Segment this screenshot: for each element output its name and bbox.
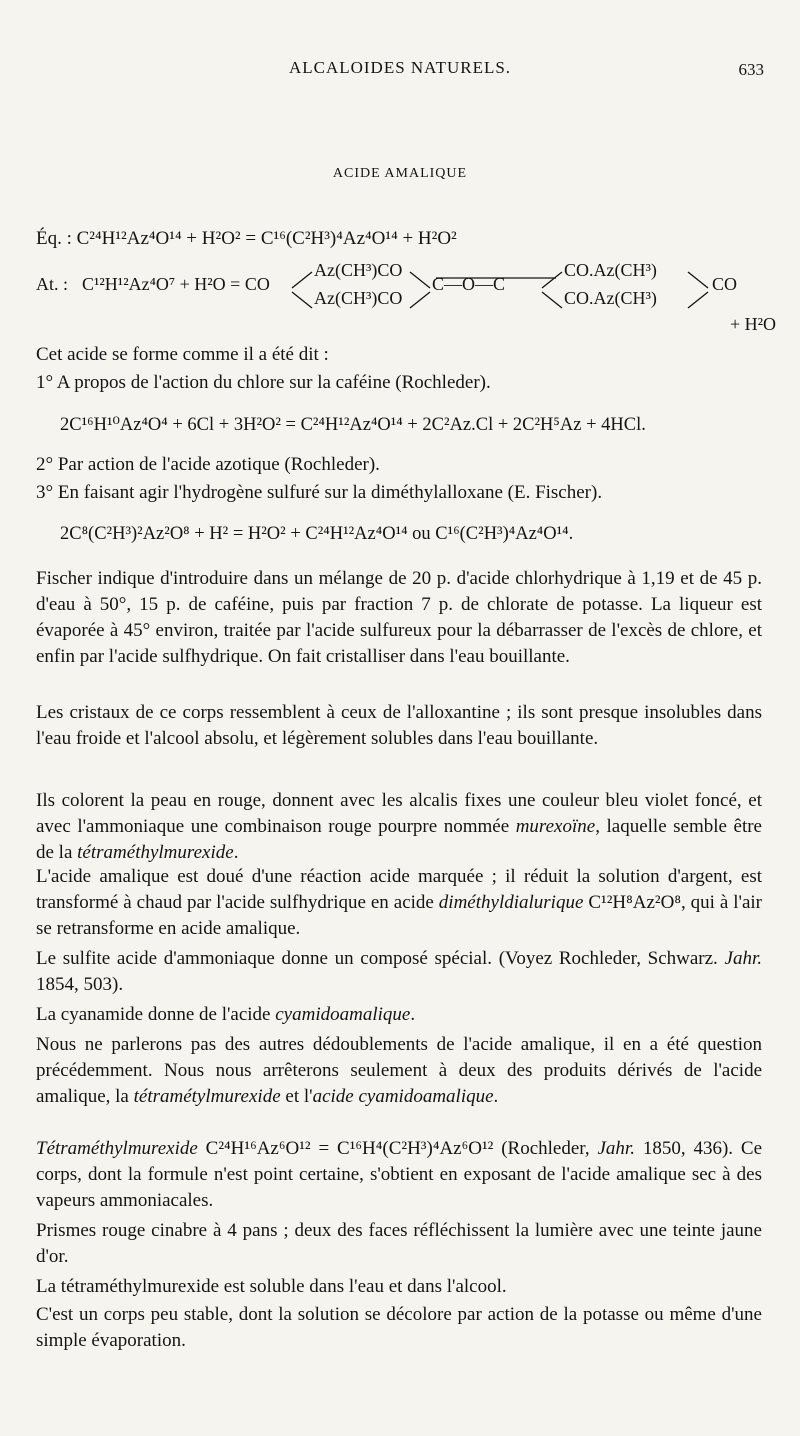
text-run: La cyanamide donne de l'acide [36,1004,276,1025]
atomic-link: C—O—C [432,274,506,294]
running-title: ALCALOIDES NATURELS. [288,58,512,77]
text-run: 1854, 503). [36,974,124,995]
atomic-main: C¹²H¹²Az⁴O⁷ + H²O = CO [82,274,270,294]
paragraph: 1° A propos de l'action du chlore sur la caféine (Rochleder). [36,372,491,393]
atomic-lower-right-group: CO.Az(CH³) [564,288,657,308]
text-run: Nous ne parlerons pas des autres dédoublements de l'acide amalique, il en a été question précédemment. Nous nous arrêterons seulement à deux des produits dérivés de l'acide amalique, la [36,1034,762,1107]
text-run: . [493,1086,499,1107]
text-run-italic: Jahr. [724,948,762,969]
text-run: Ils colorent la peau en rouge, donnent avec les alcalis fixes une couleur bleu violet foncé, et avec l'ammoniaque une combinaison rouge pourpre nommée [36,790,762,837]
atomic-end-co: CO [712,274,738,294]
paragraph: 2° Par action de l'acide azotique (Rochleder). [36,454,380,475]
text-run-italic: murexoïne [515,816,596,837]
paragraph: Fischer indique d'introduire dans un mélange de 20 p. d'acide chlorhydrique à 1,19 et de 45 p. d'eau à 50°, 15 p. de caféine, puis par fraction 7 p. de chlorate de potasse. La liqueur est évaporée à 45° environ, traitée par l'acide sulfureux pour la débarrasser de l'excès de chlore, et enfin par l'acide sulfhydrique. On fait cristalliser dans l'eau bouillante. [36,568,762,667]
atomic-label: At. : [36,274,69,294]
atomic-formula [36,258,776,338]
paragraph [36,1002,762,1028]
equivalent-formula: Éq. : C²⁴H¹²Az⁴O¹⁴ + H²O² = C¹⁶(C²H³)⁴Az⁴O¹⁴ + H²O² [36,228,457,249]
text-run: Le sulfite acide d'ammoniaque donne un composé spécial. (Voyez Rochleder, Schwarz. [36,948,725,969]
atomic-upper-group: Az(CH³)CO [314,260,403,280]
text-run: et l' [280,1086,313,1107]
text-run-italic: Jahr. [597,1138,635,1159]
paragraph: Les cristaux de ce corps ressemblent à ceux de l'alloxantine ; ils sont presque insolubles dans l'eau froide et l'alcool absolu, et légèrement solubles dans l'eau bouillante. [36,702,762,749]
page-number: 633 [738,60,764,79]
text-run-italic: tétramétylmurexide [133,1086,281,1107]
reaction-formula: 2C¹⁶H¹⁰Az⁴O⁴ + 6Cl + 3H²O² = C²⁴H¹²Az⁴O¹⁴ + 2C²Az.Cl + 2C²H⁵Az + 4HCl. [60,415,646,435]
text-run-italic: diméthyldialurique [438,892,584,913]
text-run: L'acide amalique est doué d'une réaction acide marquée ; il réduit la solution d'argent, est transformé à chaud par l'acide sulfhydrique en acide [36,866,762,913]
paragraph: 3° En faisant agir l'hydrogène sulfuré sur la diméthylalloxane (E. Fischer). [36,482,603,503]
text-run: 1850, 436). Ce corps, dont la formule n'est point certaine, s'obtient en exposant de l'acide amalique sec à des vapeurs ammoniacales. [36,1138,762,1211]
text-run: , laquelle semble être de la [36,816,762,863]
paragraph [36,946,762,998]
atomic-water: + H²O [729,314,776,334]
text-run: C¹²H⁸Az²O⁸, qui à l'air se retransforme en acide amalique. [36,892,762,939]
paragraph: La tétraméthylmurexide est soluble dans l'eau et dans l'alcool. [36,1276,507,1297]
paragraph [36,864,762,942]
text-run-italic: Tétraméthylmurexide [36,1138,198,1159]
text-run: C²⁴H¹⁶Az⁶O¹² = C¹⁶H⁴(C²H³)⁴Az⁶O¹² (Rochleder, [197,1138,598,1159]
text-run-italic: acide cyamidoamalique [312,1086,494,1107]
paragraph: Prismes rouge cinabre à 4 pans ; deux des faces réfléchissent la lumière avec une teinte jaune d'or. [36,1220,762,1267]
paragraph [36,788,762,866]
running-head [0,58,800,82]
text-run: . [410,1004,416,1025]
paragraph: C'est un corps peu stable, dont la solution se décolore par action de la potasse ou même d'une simple évaporation. [36,1304,762,1351]
text-run-italic: cyamidoamalique [275,1004,411,1025]
reaction-formula: 2C⁸(C²H³)²Az²O⁸ + H² = H²O² + C²⁴H¹²Az⁴O¹⁴ ou C¹⁶(C²H³)⁴Az⁴O¹⁴. [60,524,574,544]
paragraph: Cet acide se forme comme il a été dit : [36,344,329,365]
section-title: ACIDE AMALIQUE [332,166,468,181]
atomic-lower-group: Az(CH³)CO [314,288,403,308]
text-run-italic: tétraméthylmurexide [77,842,234,863]
atomic-upper-right-group: CO.Az(CH³) [564,260,657,280]
paragraph [36,1136,762,1214]
bracket-lines [36,258,776,338]
text-run: . [233,842,239,863]
paragraph [36,1032,762,1110]
